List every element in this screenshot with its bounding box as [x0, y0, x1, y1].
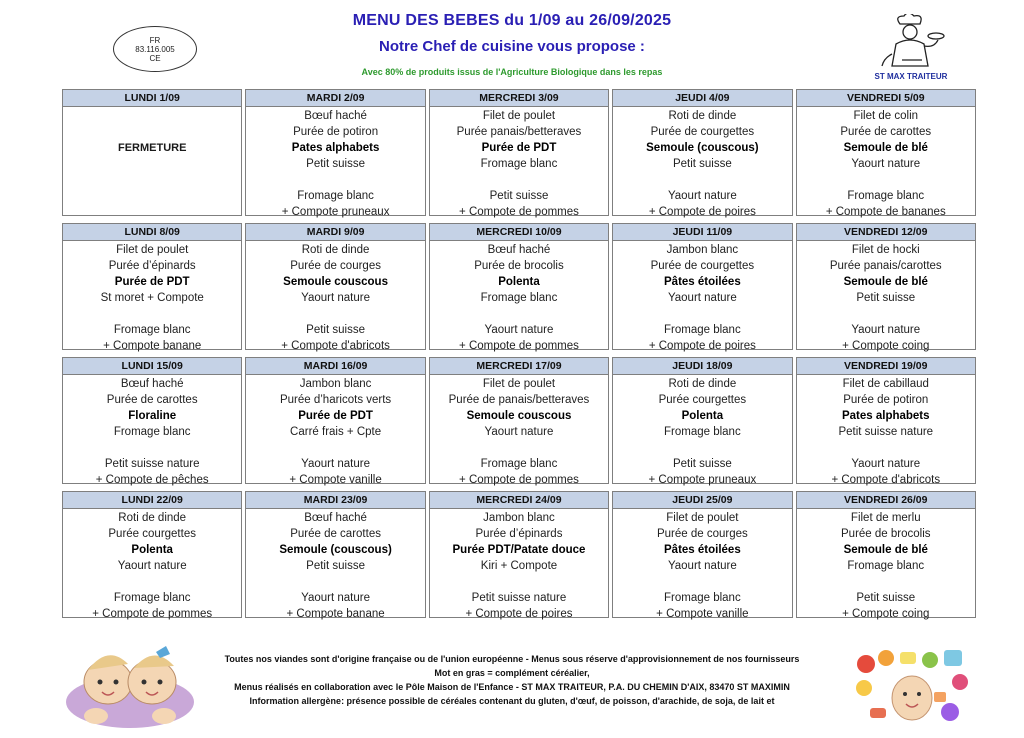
menu-item: Purée courgettes [108, 528, 196, 540]
menu-item: Petit suisse [856, 292, 916, 304]
menu-item: Jambon blanc [299, 378, 372, 390]
menu-item: Petit suisse [856, 592, 916, 604]
menu-item: Bœuf haché [487, 244, 551, 256]
day-menu [63, 375, 241, 488]
cereal-item: Floraline [128, 410, 177, 422]
page-subtitle: Notre Chef de cuisine vous propose : [379, 38, 645, 55]
menu-item: + Compote de poires [648, 340, 756, 352]
menu-item: Yaourt nature [667, 292, 737, 304]
day-header: JEUDI 11/09 [613, 224, 791, 241]
menu-item: Purée de panais/betteraves [448, 394, 590, 406]
menu-item: Fromage blanc [664, 324, 741, 336]
menu-item: Petit suisse [306, 324, 365, 336]
day-menu [246, 241, 424, 354]
cereal-item: Pates alphabets [291, 142, 380, 154]
week-row [62, 89, 978, 216]
day-header: MERCREDI 3/09 [430, 90, 608, 107]
week-row [62, 223, 978, 350]
menu-item: Yaourt nature [851, 158, 921, 170]
menu-item: Purée de courges [290, 260, 381, 272]
menu-item: + Compote coing [842, 340, 930, 352]
menu-item: Fromage blanc [480, 158, 558, 170]
closed-label: FERMETURE [117, 141, 187, 154]
menu-item: Yaourt nature [484, 324, 554, 336]
menu-item: Petit suisse [489, 190, 549, 202]
day-header: VENDREDI 5/09 [797, 90, 975, 107]
menu-item: Purée panais/carottes [829, 260, 942, 272]
menu-item: Filet de hocki [851, 244, 920, 256]
day-menu [797, 509, 975, 622]
menu-item: Purée de courges [656, 528, 748, 540]
menu-item: Petit suisse [672, 158, 732, 170]
cereal-item: Semoule de blé [843, 544, 928, 556]
menu-item: Yaourt nature [301, 592, 370, 604]
day-cell [245, 223, 425, 350]
day-cell [62, 223, 242, 350]
menu-item: Purée d’épinards [108, 260, 196, 272]
menu-item: Kiri + Compote [480, 560, 558, 572]
menu-item: Fromage blanc [847, 190, 925, 202]
day-cell [62, 89, 242, 216]
menu-item: Fromage blanc [847, 560, 925, 572]
cereal-item: Purée de PDT [481, 142, 557, 154]
menu-item: Yaourt nature [117, 560, 187, 572]
menu-item: + Compote de pommes [459, 340, 579, 352]
menu-item: + Compote de pommes [459, 206, 579, 218]
menu-item: Filet de poulet [482, 110, 556, 122]
menu-item: + Compote vanille [656, 608, 749, 620]
menu-item: Yaourt nature [301, 292, 370, 304]
menu-item: Roti de dinde [301, 244, 370, 256]
menu-item: Roti de dinde [118, 512, 187, 524]
day-header: JEUDI 18/09 [613, 358, 791, 375]
day-cell [796, 223, 976, 350]
menu-item: + Compote d'abricots [831, 474, 941, 486]
day-header: VENDREDI 12/09 [797, 224, 975, 241]
day-header: MARDI 2/09 [246, 90, 424, 107]
page-title: MENU DES BEBES du 1/09 au 26/09/2025 [352, 12, 672, 29]
menu-item: Petit suisse nature [838, 426, 934, 438]
menu-item: Petit suisse [306, 158, 365, 170]
day-menu [613, 241, 791, 354]
cereal-item: Polenta [131, 544, 173, 556]
menu-item: Purée courgettes [658, 394, 747, 406]
menu-item: Jambon blanc [483, 512, 555, 524]
menu-item: + Compote de pommes [92, 608, 213, 620]
cereal-item: Polenta [681, 410, 724, 422]
menu-grid [62, 89, 978, 625]
day-menu [246, 107, 424, 220]
menu-item: + Compote vanille [289, 474, 382, 486]
day-menu [430, 241, 608, 354]
footer-line: Information allergène: présence possible de céréales contenant du gluten, d'œuf, de poisson, d'arachide, de soja, de lait et [249, 696, 775, 706]
stamp-line-3: CE [149, 53, 161, 63]
day-menu [613, 375, 791, 488]
day-cell [62, 491, 242, 618]
footer-line: Menus réalisés en collaboration avec le Pôle Maison de l'Enfance - ST MAX TRAITEUR, P.A. DU CHEMIN D'AIX, 83470 ST MAXIMIN [234, 682, 790, 692]
menu-item: Bœuf haché [304, 110, 367, 122]
menu-item: Filet de poulet [116, 244, 189, 256]
cereal-item: Pates alphabets [841, 410, 930, 422]
menu-item: Purée de brocolis [474, 260, 564, 272]
menu-item: Petit suisse [306, 560, 365, 572]
day-menu [613, 107, 791, 220]
day-menu [63, 107, 241, 215]
menu-item: Petit suisse [672, 458, 732, 470]
menu-item: Filet de poulet [666, 512, 739, 524]
menu-item: + Compote de poires [465, 608, 573, 620]
menu-item: Filet de merlu [850, 512, 921, 524]
menu-item: Filet de colin [853, 110, 919, 122]
day-cell [612, 223, 792, 350]
stamp-line-2: 83.116.005 [135, 44, 175, 54]
menu-item: Filet de poulet [482, 378, 556, 390]
menu-item: + Compote de bananes [825, 206, 946, 218]
menu-item: Purée de carottes [840, 126, 932, 138]
menu-item: + Compote de pêches [95, 474, 209, 486]
stamp-line-1: FR [149, 35, 161, 45]
menu-item: Fromage blanc [480, 292, 558, 304]
menu-item: Purée de courgettes [650, 126, 755, 138]
cereal-item: Pâtes étoilées [664, 544, 741, 556]
footer-line: Mot en gras = complément céréalier, [434, 668, 590, 678]
menu-item: Bœuf haché [120, 378, 184, 390]
baby-food-illustration-icon [852, 648, 972, 730]
cereal-item: Purée de PDT [298, 410, 373, 422]
menu-item: Purée de carottes [106, 394, 198, 406]
logo-text: ST MAX TRAITEUR [874, 72, 948, 81]
day-header: JEUDI 25/09 [613, 492, 791, 509]
day-header: MARDI 9/09 [246, 224, 424, 241]
cereal-item: Semoule (couscous) [279, 544, 392, 556]
cereal-item: Semoule de blé [843, 276, 928, 288]
menu-item: Purée panais/betteraves [456, 126, 582, 138]
menu-item: Yaourt nature [851, 458, 921, 470]
week-row [62, 357, 978, 484]
day-menu [63, 509, 241, 622]
menu-item: Yaourt nature [667, 190, 737, 202]
menu-item: + Compote de pommes [459, 474, 579, 486]
menu-item: Roti de dinde [668, 110, 737, 122]
day-header: VENDREDI 26/09 [797, 492, 975, 509]
cereal-item: Semoule de blé [843, 142, 928, 154]
day-cell [796, 491, 976, 618]
cereal-item: Polenta [498, 276, 540, 288]
menu-item: + Compote coing [842, 608, 930, 620]
menu-item: Purée de courgettes [650, 260, 755, 272]
menu-item: Bœuf haché [304, 512, 367, 524]
menu-item: Roti de dinde [668, 378, 737, 390]
cereal-item: Purée de PDT [114, 276, 190, 288]
day-menu [246, 375, 424, 488]
day-cell [245, 357, 425, 484]
menu-item: St moret + Compote [100, 292, 204, 304]
menu-item: + Compote pruneaux [648, 474, 757, 486]
menu-item: Petit suisse nature [471, 592, 567, 604]
menu-item: + Compote banane [286, 608, 385, 620]
menu-item: Purée de carottes [290, 528, 381, 540]
day-cell [429, 491, 609, 618]
day-cell [612, 89, 792, 216]
menu-item: Yaourt nature [851, 324, 921, 336]
day-cell [245, 89, 425, 216]
day-menu [63, 241, 241, 354]
day-menu [430, 107, 608, 220]
day-header: JEUDI 4/09 [613, 90, 791, 107]
day-cell [796, 357, 976, 484]
day-cell [429, 357, 609, 484]
menu-item: Fromage blanc [113, 592, 191, 604]
cereal-item: Semoule couscous [466, 410, 572, 422]
day-menu [430, 375, 608, 488]
menu-item: Purée d’haricots verts [279, 394, 392, 406]
menu-item: Fromage blanc [113, 426, 191, 438]
menu-item: Fromage blanc [664, 592, 741, 604]
cereal-item: Semoule couscous [283, 276, 388, 288]
day-header: MERCREDI 17/09 [430, 358, 608, 375]
day-cell [62, 357, 242, 484]
day-header: MERCREDI 24/09 [430, 492, 608, 509]
chef-logo-icon [866, 14, 956, 84]
day-menu [797, 241, 975, 354]
menu-item: Purée d’épinards [475, 528, 563, 540]
day-cell [245, 491, 425, 618]
menu-item: Purée de brocolis [841, 528, 931, 540]
menu-item: + Compote pruneaux [281, 206, 390, 218]
menu-item: + Compote d'abricots [281, 340, 390, 352]
menu-item: + Compote de poires [648, 206, 756, 218]
day-menu [613, 509, 791, 622]
day-menu [246, 509, 424, 622]
page-header [0, 0, 1024, 88]
day-header: LUNDI 22/09 [63, 492, 241, 509]
menu-item: + Compote banane [103, 340, 202, 352]
menu-item: Fromage blanc [297, 190, 374, 202]
day-cell [612, 491, 792, 618]
menu-item: Fromage blanc [480, 458, 558, 470]
menu-item: Fromage blanc [113, 324, 191, 336]
menu-item: Petit suisse nature [104, 458, 200, 470]
menu-item: Yaourt nature [667, 560, 737, 572]
footer-line: Toutes nos viandes sont d'origine française ou de l'union européenne - Menus sous réserve d'approvisionnement de nos fournisseurs [224, 654, 800, 664]
day-menu [797, 375, 975, 488]
day-header: MARDI 23/09 [246, 492, 424, 509]
week-row [62, 491, 978, 618]
bio-note: Avec 80% de produits issus de l'Agriculture Biologique dans les repas [361, 67, 663, 77]
day-header: MERCREDI 10/09 [430, 224, 608, 241]
day-header: MARDI 16/09 [246, 358, 424, 375]
day-menu [430, 509, 608, 622]
day-cell [612, 357, 792, 484]
menu-item: Purée de potiron [293, 126, 379, 138]
menu-item: Fromage blanc [664, 426, 741, 438]
day-cell [429, 223, 609, 350]
menu-item: Jambon blanc [666, 244, 739, 256]
menu-item: Carré frais + Cpte [290, 426, 382, 438]
day-header: LUNDI 15/09 [63, 358, 241, 375]
day-header: VENDREDI 19/09 [797, 358, 975, 375]
day-cell [796, 89, 976, 216]
day-header: LUNDI 8/09 [63, 224, 241, 241]
menu-item: Filet de cabillaud [842, 378, 929, 390]
day-menu [797, 107, 975, 220]
day-cell [429, 89, 609, 216]
cereal-item: Purée PDT/Patate douce [452, 544, 586, 556]
menu-item: Yaourt nature [484, 426, 554, 438]
menu-item: Yaourt nature [301, 458, 370, 470]
day-header: LUNDI 1/09 [63, 90, 241, 107]
cereal-item: Semoule (couscous) [646, 142, 759, 154]
cereal-item: Pâtes étoilées [664, 276, 741, 288]
menu-item: Purée de potiron [843, 394, 929, 406]
